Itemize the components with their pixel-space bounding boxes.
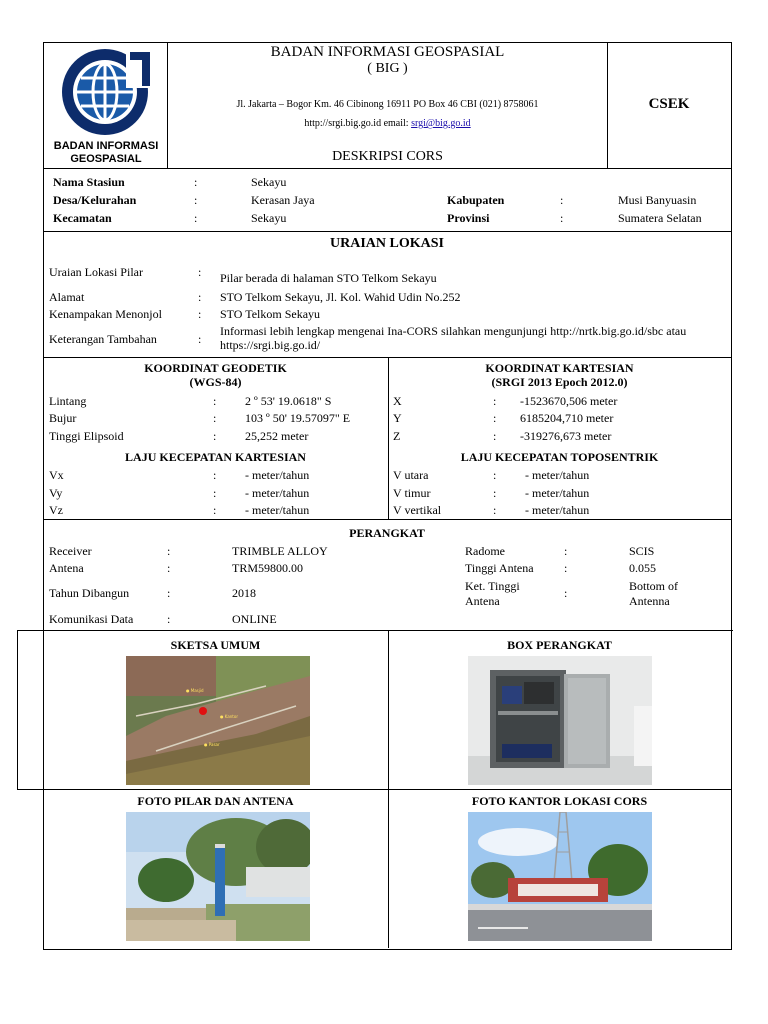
antena-label: Antena: [49, 561, 84, 575]
vz-value: - meter/tahun: [245, 503, 310, 517]
logo-text-2: GEOSPASIAL: [70, 153, 142, 165]
z-sep: :: [493, 429, 497, 443]
tinggi-label: Tinggi Elipsoid: [49, 429, 124, 443]
vx-label: Vx: [49, 468, 64, 482]
logo-text-1: BADAN INFORMASI: [53, 140, 159, 152]
divider-photos: [17, 789, 731, 790]
provinsi-value: Sumatera Selatan: [618, 211, 702, 225]
receiver-label: Receiver: [49, 544, 92, 558]
geodetik-title-2: (WGS-84): [189, 375, 242, 389]
org-name: BADAN INFORMASI GEOSPASIAL: [270, 44, 505, 60]
receiver-value: TRIMBLE ALLOY: [232, 544, 328, 558]
komunikasi-sep: :: [167, 612, 171, 626]
tinggi-sep: :: [213, 429, 217, 443]
tinggi-antena-sep: :: [564, 561, 568, 575]
vv-label: V vertikal: [393, 503, 442, 517]
tahun-value: 2018: [232, 586, 256, 600]
kantor-title: FOTO KANTOR LOKASI CORS: [471, 794, 648, 808]
lintang-value: 2 º 53' 19.0618" S: [245, 394, 332, 408]
svg-text:● Masjid: ● Masjid: [186, 688, 204, 693]
kantor-lokasi-image: [468, 812, 652, 941]
komunikasi-value: ONLINE: [232, 612, 277, 626]
laju-toposentrik-title: LAJU KECEPATAN TOPOSENTRIK: [460, 450, 659, 464]
svg-text:● Kantor: ● Kantor: [220, 714, 238, 719]
svg-text:● Pasar: ● Pasar: [204, 742, 220, 747]
keterangan-value: Informasi lebih lengkap mengenai Ina-CORS silahkan mengunjungi http://nrtk.big.go.id/sbc atau https://srgi.big.go.id/: [220, 324, 687, 352]
email-link[interactable]: srgi@big.go.id: [411, 118, 471, 129]
nama-label: Nama Stasiun: [53, 175, 125, 189]
tinggi-value: 25,252 meter: [245, 429, 309, 443]
sketsa-map-image: [126, 656, 310, 785]
vt-sep: :: [493, 486, 497, 500]
geodetik-title-1: KOORDINAT GEODETIK: [144, 361, 287, 375]
vy-label: Vy: [49, 486, 63, 500]
vy-sep: :: [213, 486, 217, 500]
x-label: X: [393, 394, 402, 408]
box-title: BOX PERANGKAT: [507, 638, 612, 652]
pilar-antena-image: [126, 812, 310, 941]
doc-title: DESKRIPSI CORS: [332, 149, 443, 164]
tinggi-antena-label: Tinggi Antena: [465, 561, 534, 575]
z-label: Z: [393, 429, 401, 443]
kabupaten-label: Kabupaten: [447, 193, 505, 207]
big-logo-icon: [56, 46, 154, 136]
perangkat-title: PERANGKAT: [349, 526, 425, 540]
pilar-value: Pilar berada di halaman STO Telkom Sekayu: [220, 271, 437, 285]
pilar-label: Uraian Lokasi Pilar: [49, 265, 143, 279]
divider-perangkat: [17, 630, 733, 631]
pilar-antena-title: FOTO PILAR DAN ANTENA: [137, 794, 294, 808]
radome-label: Radome: [465, 544, 505, 558]
ket-tinggi-value-1: Bottom of: [629, 579, 679, 593]
provinsi-label: Provinsi: [447, 211, 490, 225]
tahun-label: Tahun Dibangun: [49, 586, 130, 600]
vt-label: V timur: [393, 486, 431, 500]
kabupaten-value: Musi Banyuasin: [618, 193, 697, 207]
vu-label: V utara: [393, 468, 429, 482]
vu-sep: :: [493, 468, 497, 482]
vv-value: - meter/tahun: [525, 503, 590, 517]
desa-sep: :: [194, 193, 198, 207]
divider-laju: [43, 519, 731, 520]
radome-sep: :: [564, 544, 568, 558]
kenampakan-sep: :: [198, 307, 202, 321]
vx-sep: :: [213, 468, 217, 482]
kecamatan-label: Kecamatan: [53, 211, 112, 225]
sketsa-title: SKETSA UMUM: [170, 638, 261, 652]
alamat-label: Alamat: [49, 290, 85, 304]
keterangan-sep: :: [198, 332, 202, 346]
box-perangkat-image: [468, 656, 652, 785]
vv-sep: :: [493, 503, 497, 517]
kartesian-title-2: (SRGI 2013 Epoch 2012.0): [491, 375, 628, 389]
nama-value: Sekayu: [251, 175, 287, 189]
ket-tinggi-label-2: Antena: [465, 594, 500, 608]
kenampakan-value: STO Telkom Sekayu: [220, 307, 321, 321]
desa-value: Kerasan Jaya: [251, 193, 315, 207]
divider-lokasi: [43, 357, 731, 358]
photo-divider-left: [17, 630, 18, 789]
z-value: -319276,673 meter: [520, 429, 612, 443]
station-code: CSEK: [648, 96, 690, 112]
bujur-sep: :: [213, 411, 217, 425]
receiver-sep: :: [167, 544, 171, 558]
provinsi-sep: :: [560, 211, 564, 225]
lintang-label: Lintang: [49, 394, 87, 408]
bujur-value: 103 º 50' 19.57097" E: [245, 411, 351, 425]
tahun-sep: :: [167, 586, 171, 600]
kabupaten-sep: :: [560, 193, 564, 207]
tinggi-antena-value: 0.055: [629, 561, 656, 575]
x-sep: :: [493, 394, 497, 408]
vz-label: Vz: [49, 503, 63, 517]
laju-kartesian-title: LAJU KECEPATAN KARTESIAN: [125, 450, 306, 464]
org-web-email: [168, 118, 607, 129]
lokasi-title: URAIAN LOKASI: [330, 236, 444, 251]
ket-tinggi-value-2: Antenna: [629, 594, 670, 608]
y-label: Y: [393, 411, 402, 425]
ket-tinggi-sep: :: [564, 586, 568, 600]
kenampakan-label: Kenampakan Menonjol: [49, 307, 162, 321]
komunikasi-label: Komunikasi Data: [49, 612, 134, 626]
kecamatan-sep: :: [194, 211, 198, 225]
vu-value: - meter/tahun: [525, 468, 590, 482]
radome-value: SCIS: [629, 544, 655, 558]
y-value: 6185204,710 meter: [520, 411, 614, 425]
kartesian-title-1: KOORDINAT KARTESIAN: [485, 361, 634, 375]
bujur-label: Bujur: [49, 411, 77, 425]
ket-tinggi-label-1: Ket. Tinggi: [465, 579, 520, 593]
pilar-sep: :: [198, 265, 202, 279]
antena-sep: :: [167, 561, 171, 575]
org-address: Jl. Jakarta – Bogor Km. 46 Cibinong 16911 PO Box 46 CBI (021) 8758061: [236, 99, 539, 110]
vx-value: - meter/tahun: [245, 468, 310, 482]
y-sep: :: [493, 411, 497, 425]
antena-value: TRM59800.00: [232, 561, 304, 575]
divider-header: [43, 168, 731, 169]
divider-station: [43, 231, 731, 232]
keterangan-label: Keterangan Tambahan: [49, 332, 157, 346]
kecamatan-value: Sekayu: [251, 211, 287, 225]
vy-value: - meter/tahun: [245, 486, 310, 500]
org-abbr: ( BIG ): [367, 61, 408, 76]
nama-sep: :: [194, 175, 198, 189]
lintang-sep: :: [213, 394, 217, 408]
alamat-sep: :: [198, 290, 202, 304]
web-text: http://srgi.big.go.id email:: [304, 118, 412, 129]
vt-value: - meter/tahun: [525, 486, 590, 500]
alamat-value: STO Telkom Sekayu, Jl. Kol. Wahid Udin No.252: [220, 290, 461, 304]
desa-label: Desa/Kelurahan: [53, 193, 137, 207]
x-value: -1523670,506 meter: [520, 394, 618, 408]
vz-sep: :: [213, 503, 217, 517]
